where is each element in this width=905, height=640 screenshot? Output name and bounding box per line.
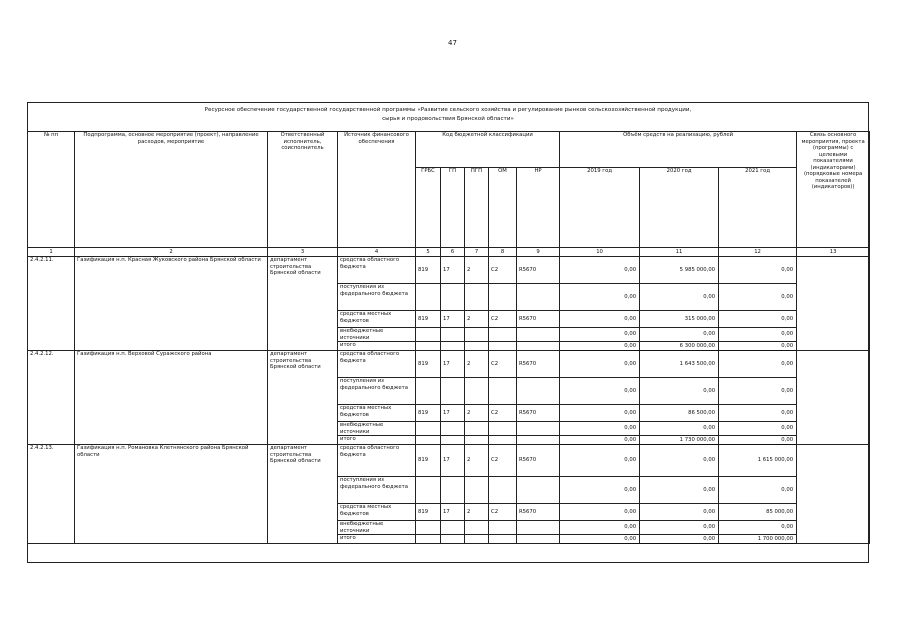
- code-om: С2: [489, 405, 517, 422]
- code-pgp: [465, 477, 489, 504]
- header-link: Связь основного мероприятия, проекта (программы) с целевыми показателями (индикаторами) (порядковые номера показателей (индикаторов)): [797, 132, 870, 248]
- code-gp: [441, 436, 465, 445]
- value-v2020: 0,00: [640, 535, 719, 544]
- value-v2021: 0,00: [719, 257, 797, 284]
- code-nr: [517, 477, 560, 504]
- value-v2021: 0,00: [719, 311, 797, 328]
- code-grbs: [416, 378, 441, 405]
- code-gp: [441, 284, 465, 311]
- code-pgp: [465, 535, 489, 544]
- header-pgp: ПГП: [465, 168, 489, 248]
- header-num: № пп: [28, 132, 75, 248]
- value-v2020: 1 643 500,00: [640, 351, 719, 378]
- table-row: [28, 257, 870, 284]
- code-nr: R5670: [517, 311, 560, 328]
- header-volume: Объём средств на реализацию, рублей: [560, 132, 797, 168]
- code-nr: R5670: [517, 405, 560, 422]
- value-v2020: 0,00: [640, 445, 719, 477]
- code-pgp: [465, 422, 489, 436]
- row-source: итого: [338, 436, 416, 445]
- column-number: 9: [517, 248, 560, 257]
- code-nr: [517, 422, 560, 436]
- table-row: [28, 351, 870, 378]
- value-v2020: 0,00: [640, 422, 719, 436]
- value-v2020: 5 985 000,00: [640, 257, 719, 284]
- row-source: поступления из федерального бюджета: [338, 378, 416, 405]
- row-source: внебюджетные источники: [338, 422, 416, 436]
- value-v2020: 0,00: [640, 284, 719, 311]
- value-v2021: 0,00: [719, 284, 797, 311]
- code-grbs: [416, 342, 441, 351]
- code-om: [489, 436, 517, 445]
- code-pgp: [465, 521, 489, 535]
- code-grbs: 819: [416, 311, 441, 328]
- code-grbs: 819: [416, 504, 441, 521]
- column-number-row: [28, 248, 870, 257]
- code-grbs: [416, 422, 441, 436]
- title-line-2: сырья и продовольствия Брянской области»: [382, 116, 514, 122]
- value-v2019: 0,00: [560, 405, 640, 422]
- code-gp: [441, 378, 465, 405]
- value-v2019: 0,00: [560, 477, 640, 504]
- column-number: 10: [560, 248, 640, 257]
- code-nr: R5670: [517, 504, 560, 521]
- code-nr: R5670: [517, 351, 560, 378]
- header-nr: НР: [517, 168, 560, 248]
- code-om: [489, 422, 517, 436]
- value-v2021: 0,00: [719, 351, 797, 378]
- table-row: [28, 445, 870, 477]
- code-pgp: [465, 436, 489, 445]
- row-name: Газификация н.п. Верховой Суражского района: [75, 351, 268, 445]
- code-nr: [517, 521, 560, 535]
- header-executor: Ответственный исполнитель, соисполнитель: [268, 132, 338, 248]
- value-v2019: 0,00: [560, 342, 640, 351]
- code-om: [489, 378, 517, 405]
- code-pgp: [465, 284, 489, 311]
- code-gp: [441, 422, 465, 436]
- value-v2021: 0,00: [719, 328, 797, 342]
- document-title: [27, 106, 869, 124]
- code-om: [489, 342, 517, 351]
- code-om: С2: [489, 504, 517, 521]
- column-number: 3: [268, 248, 338, 257]
- value-v2020: 0,00: [640, 378, 719, 405]
- code-om: С2: [489, 445, 517, 477]
- value-v2019: 0,00: [560, 351, 640, 378]
- row-executor: департамент строительства Брянской области: [268, 257, 338, 351]
- row-source: внебюджетные источники: [338, 521, 416, 535]
- value-v2020: 315 000,00: [640, 311, 719, 328]
- header-gp: ГП: [441, 168, 465, 248]
- code-pgp: [465, 328, 489, 342]
- row-source: средства областного бюджета: [338, 445, 416, 477]
- row-executor: департамент строительства Брянской области: [268, 445, 338, 544]
- header-2020: 2020 год: [640, 168, 719, 248]
- value-v2021: 0,00: [719, 342, 797, 351]
- row-indicator-link: [797, 445, 870, 544]
- value-v2019: 0,00: [560, 284, 640, 311]
- row-source: итого: [338, 535, 416, 544]
- code-grbs: 819: [416, 445, 441, 477]
- code-om: [489, 477, 517, 504]
- code-gp: 17: [441, 405, 465, 422]
- code-om: [489, 284, 517, 311]
- value-v2020: 0,00: [640, 477, 719, 504]
- row-number: 2.4.2.11.: [28, 257, 75, 351]
- value-v2021: 0,00: [719, 405, 797, 422]
- column-number: 6: [441, 248, 465, 257]
- title-line-1: Ресурсное обеспечение государственной государственной программы «Развитие сельского хозяйства и регулирование рынков сельскохозяйственной продукции,: [204, 107, 692, 113]
- value-v2021: 0,00: [719, 378, 797, 405]
- code-om: [489, 328, 517, 342]
- value-v2019: 0,00: [560, 378, 640, 405]
- row-name: Газификация н.п. Романовка Клетнянского района Брянской области: [75, 445, 268, 544]
- row-source: средства областного бюджета: [338, 351, 416, 378]
- value-v2019: 0,00: [560, 311, 640, 328]
- code-grbs: [416, 535, 441, 544]
- row-source: поступления из федерального бюджета: [338, 477, 416, 504]
- header-om: ОМ: [489, 168, 517, 248]
- header-budget-code: Код бюджетной классификации: [416, 132, 560, 168]
- code-nr: [517, 284, 560, 311]
- column-number: 7: [465, 248, 489, 257]
- value-v2021: 0,00: [719, 422, 797, 436]
- code-nr: [517, 535, 560, 544]
- header-2019: 2019 год: [560, 168, 640, 248]
- code-gp: 17: [441, 257, 465, 284]
- code-grbs: 819: [416, 351, 441, 378]
- row-number: 2.4.2.12.: [28, 351, 75, 445]
- row-executor: департамент строительства Брянской области: [268, 351, 338, 445]
- code-om: С2: [489, 311, 517, 328]
- code-grbs: 819: [416, 405, 441, 422]
- code-pgp: 2: [465, 351, 489, 378]
- code-pgp: 2: [465, 311, 489, 328]
- header-row-1: [28, 132, 870, 168]
- code-nr: R5670: [517, 257, 560, 284]
- resource-table: [27, 131, 870, 544]
- code-pgp: 2: [465, 257, 489, 284]
- row-number: 2.4.2.13.: [28, 445, 75, 544]
- header-source: Источник финансового обеспечения: [338, 132, 416, 248]
- column-number: 2: [75, 248, 268, 257]
- row-indicator-link: [797, 257, 870, 351]
- code-nr: R5670: [517, 445, 560, 477]
- code-gp: [441, 342, 465, 351]
- column-number: 8: [489, 248, 517, 257]
- code-om: [489, 521, 517, 535]
- row-source: средства местных бюджетов: [338, 405, 416, 422]
- column-number: 5: [416, 248, 441, 257]
- value-v2019: 0,00: [560, 535, 640, 544]
- code-grbs: 819: [416, 257, 441, 284]
- code-pgp: [465, 378, 489, 405]
- column-number: 4: [338, 248, 416, 257]
- value-v2020: 0,00: [640, 328, 719, 342]
- code-om: [489, 535, 517, 544]
- row-source: средства местных бюджетов: [338, 311, 416, 328]
- value-v2021: 0,00: [719, 521, 797, 535]
- code-nr: [517, 328, 560, 342]
- code-grbs: [416, 477, 441, 504]
- value-v2021: 85 000,00: [719, 504, 797, 521]
- value-v2019: 0,00: [560, 422, 640, 436]
- code-gp: 17: [441, 311, 465, 328]
- value-v2019: 0,00: [560, 521, 640, 535]
- row-name: Газификация н.п. Красная Жуковского района Брянской области: [75, 257, 268, 351]
- code-gp: [441, 521, 465, 535]
- column-number: 13: [797, 248, 870, 257]
- value-v2020: 1 730 000,00: [640, 436, 719, 445]
- value-v2019: 0,00: [560, 328, 640, 342]
- code-pgp: 2: [465, 405, 489, 422]
- value-v2021: 0,00: [719, 436, 797, 445]
- value-v2020: 86 500,00: [640, 405, 719, 422]
- code-gp: 17: [441, 351, 465, 378]
- column-number: 1: [28, 248, 75, 257]
- code-grbs: [416, 436, 441, 445]
- value-v2019: 0,00: [560, 445, 640, 477]
- code-grbs: [416, 284, 441, 311]
- header-program: Подпрограмма, основное мероприятие (проект), направление расходов, мероприятие: [75, 132, 268, 248]
- code-pgp: 2: [465, 504, 489, 521]
- code-nr: [517, 436, 560, 445]
- code-gp: 17: [441, 445, 465, 477]
- column-number: 11: [640, 248, 719, 257]
- code-gp: [441, 328, 465, 342]
- row-indicator-link: [797, 351, 870, 445]
- code-grbs: [416, 521, 441, 535]
- header-2021: 2021 год: [719, 168, 797, 248]
- code-nr: [517, 342, 560, 351]
- header-grbs: ГРБС: [416, 168, 441, 248]
- row-source: итого: [338, 342, 416, 351]
- value-v2021: 0,00: [719, 477, 797, 504]
- value-v2021: 1 700 000,00: [719, 535, 797, 544]
- code-om: С2: [489, 351, 517, 378]
- value-v2021: 1 615 000,00: [719, 445, 797, 477]
- code-gp: [441, 535, 465, 544]
- row-source: внебюджетные источники: [338, 328, 416, 342]
- value-v2020: 0,00: [640, 521, 719, 535]
- page-number: 47: [448, 39, 457, 47]
- code-gp: 17: [441, 504, 465, 521]
- value-v2020: 6 300 000,00: [640, 342, 719, 351]
- value-v2019: 0,00: [560, 504, 640, 521]
- row-source: поступления из федерального бюджета: [338, 284, 416, 311]
- value-v2019: 0,00: [560, 436, 640, 445]
- code-nr: [517, 378, 560, 405]
- value-v2020: 0,00: [640, 504, 719, 521]
- code-om: С2: [489, 257, 517, 284]
- code-gp: [441, 477, 465, 504]
- column-number: 12: [719, 248, 797, 257]
- value-v2019: 0,00: [560, 257, 640, 284]
- code-pgp: 2: [465, 445, 489, 477]
- code-pgp: [465, 342, 489, 351]
- row-source: средства областного бюджета: [338, 257, 416, 284]
- row-source: средства местных бюджетов: [338, 504, 416, 521]
- code-grbs: [416, 328, 441, 342]
